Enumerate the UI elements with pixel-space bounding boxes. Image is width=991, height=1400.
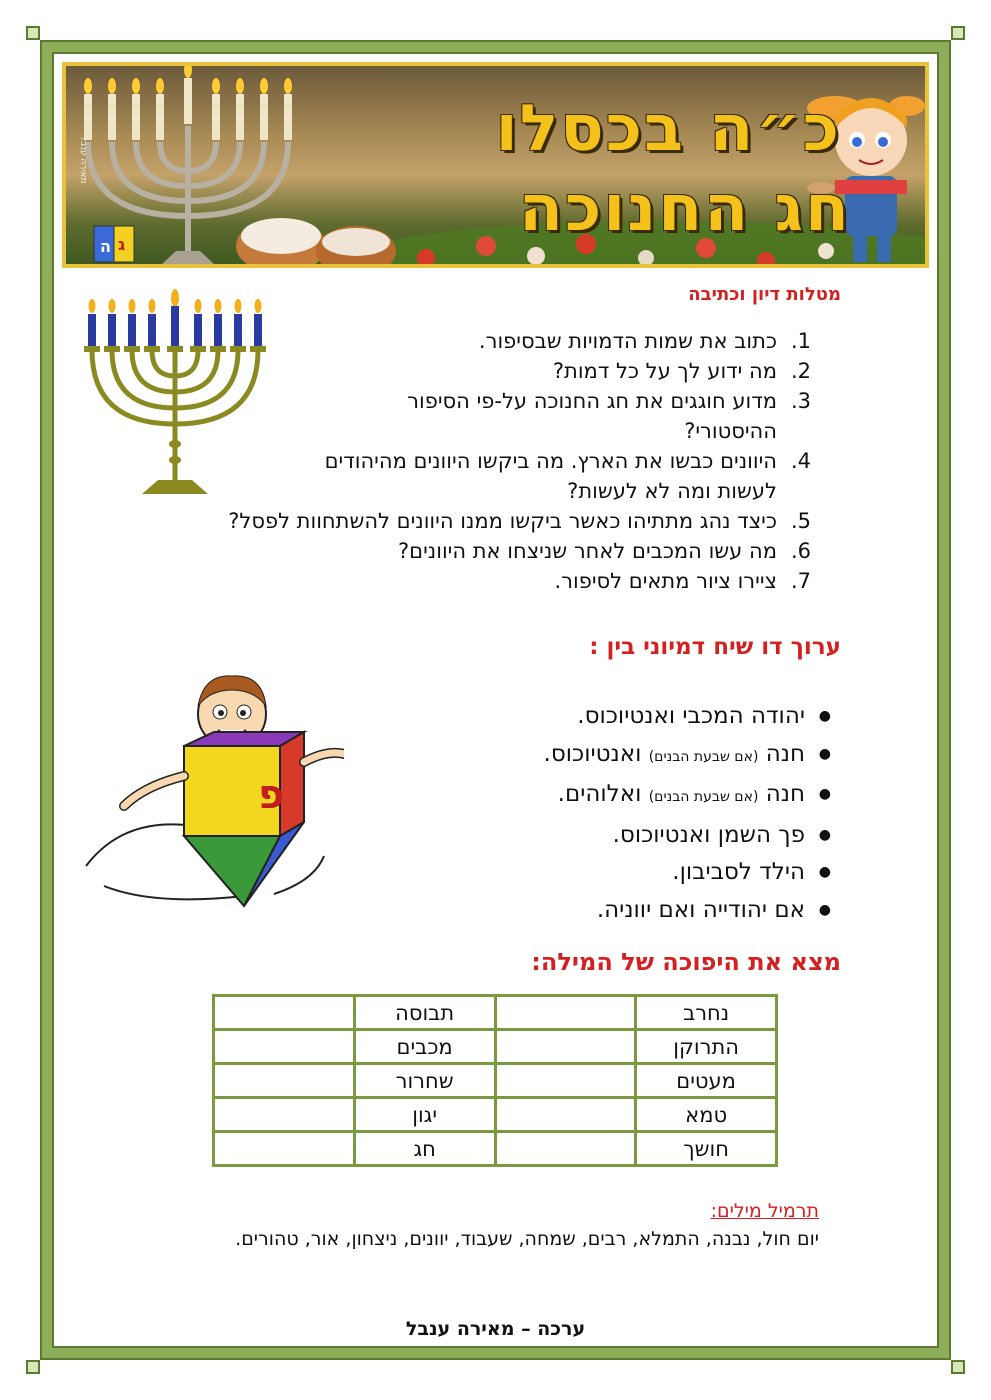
dreidel-letter: פ [258,772,285,818]
list-item [391,817,831,855]
item-text: היוונים כבשו את הארץ. מה ביקשו היוונים מהיהודים לעשות ומה לא לעשות? [324,449,777,503]
item-text-end: ואלוהים. [557,781,649,807]
list-item [391,892,831,930]
footer-credit: ערכה – מאירה ענבל [405,1318,586,1340]
table-row [214,1098,777,1132]
list-item [391,736,831,777]
table-cell: תבוסה [354,996,495,1030]
list-item [391,776,831,817]
dreidel-letter-left: ה [100,237,111,256]
answer-cell[interactable] [495,996,636,1030]
dialogue-list [391,698,831,929]
banner-title-date: כ״ה בכסלו [495,92,841,166]
item-number: 5. [790,509,811,533]
banner-side-credit: מאירה ענבל [78,136,88,184]
item-note: (אם שבעת הבנים) [648,789,759,805]
item-text: חנה [758,740,805,767]
item-number: 6. [790,539,811,563]
bullet-icon: ● [818,745,831,762]
table-row [214,1132,777,1166]
item-text: מה ידוע לך על כל דמות? [552,359,777,383]
item-number: 1. [790,329,811,353]
menorah-photo-icon [70,66,310,268]
answer-cell[interactable] [214,996,355,1030]
answer-cell[interactable] [214,1064,355,1098]
banner-title-holiday: חג החנוכה [519,172,851,246]
list-item [171,566,811,596]
item-text: מדוע חוגגים את חג החנוכה על-פי הסיפור ההיסטורי? [407,389,777,443]
dreidel-letter-right: ג [118,235,126,254]
table-cell: שחרור [354,1064,495,1098]
item-number: 2. [790,359,811,383]
list-item [171,446,811,506]
corner-ornament [951,26,965,40]
item-text: יהודה המכבי ואנטיוכוס. [577,703,805,729]
item-number: 7. [790,569,811,593]
item-text: הילד לסביבון. [672,859,805,885]
item-text: כיצד נהג מתתיהו כאשר ביקשו ממנו היוונים להשתחוות לפסל? [228,509,777,533]
table-cell: התרוקן [636,1030,777,1064]
table-cell: נחרב [636,996,777,1030]
list-item [391,698,831,736]
list-item [171,326,811,356]
answer-cell[interactable] [214,1030,355,1064]
corner-ornament [26,26,40,40]
table-row [214,1064,777,1098]
item-text: חנה [758,781,805,807]
table-cell: חושך [636,1132,777,1166]
table-cell: טמא [636,1098,777,1132]
item-text: מה עשו המכבים לאחר שניצחו את היוונים? [398,539,777,563]
item-number: 4. [790,449,811,473]
corner-ornament [26,1360,40,1374]
list-item [391,854,831,892]
item-text: ציירו ציור מתאים לסיפור. [554,569,777,593]
list-item [171,356,811,386]
list-item [171,536,811,566]
table-cell: יגון [354,1098,495,1132]
answer-cell[interactable] [214,1098,355,1132]
word-bank-title: תרמיל מילים: [710,1200,819,1222]
bullet-icon: ● [818,708,831,724]
dialogue-heading: ערוך דו שיח דמיוני בין : [589,634,841,660]
table-cell: חג [354,1132,495,1166]
answer-cell[interactable] [495,1064,636,1098]
corner-ornament [951,1360,965,1374]
item-text: אם יהודייה ואם יווניה. [596,896,805,923]
table-cell: מעטים [636,1064,777,1098]
item-text-end: ואנטיוכוס. [543,740,649,767]
item-text: פך השמן ואנטיוכוס. [612,821,805,848]
bullet-icon: ● [818,786,831,802]
bullet-icon: ● [818,826,831,843]
table-row [214,996,777,1030]
answer-cell[interactable] [495,1132,636,1166]
item-text: כתוב את שמות הדמויות שבסיפור. [478,329,777,353]
list-item [171,506,811,536]
bullet-icon: ● [818,901,831,918]
answer-cell[interactable] [495,1030,636,1064]
bullet-icon: ● [818,864,831,880]
table-cell: מכבים [354,1030,495,1064]
opposites-table [212,994,778,1167]
answer-cell[interactable] [214,1132,355,1166]
word-bank: יום חול, נבנה, התמלא, רבים, שמחה, שעבוד, יוונים, ניצחון, אור, טהורים. [235,1228,819,1250]
opposites-heading: מצא את היפוכה של המילה: [531,948,841,976]
table-row [214,1030,777,1064]
questions-list [171,326,811,596]
answer-cell[interactable] [495,1098,636,1132]
dreidel-boy-icon [84,666,344,926]
list-item [171,386,811,446]
item-number: 3. [790,389,811,413]
questions-heading: מטלות דיון וכתיבה [688,284,841,305]
item-note: (אם שבעת הבנים) [648,748,759,765]
